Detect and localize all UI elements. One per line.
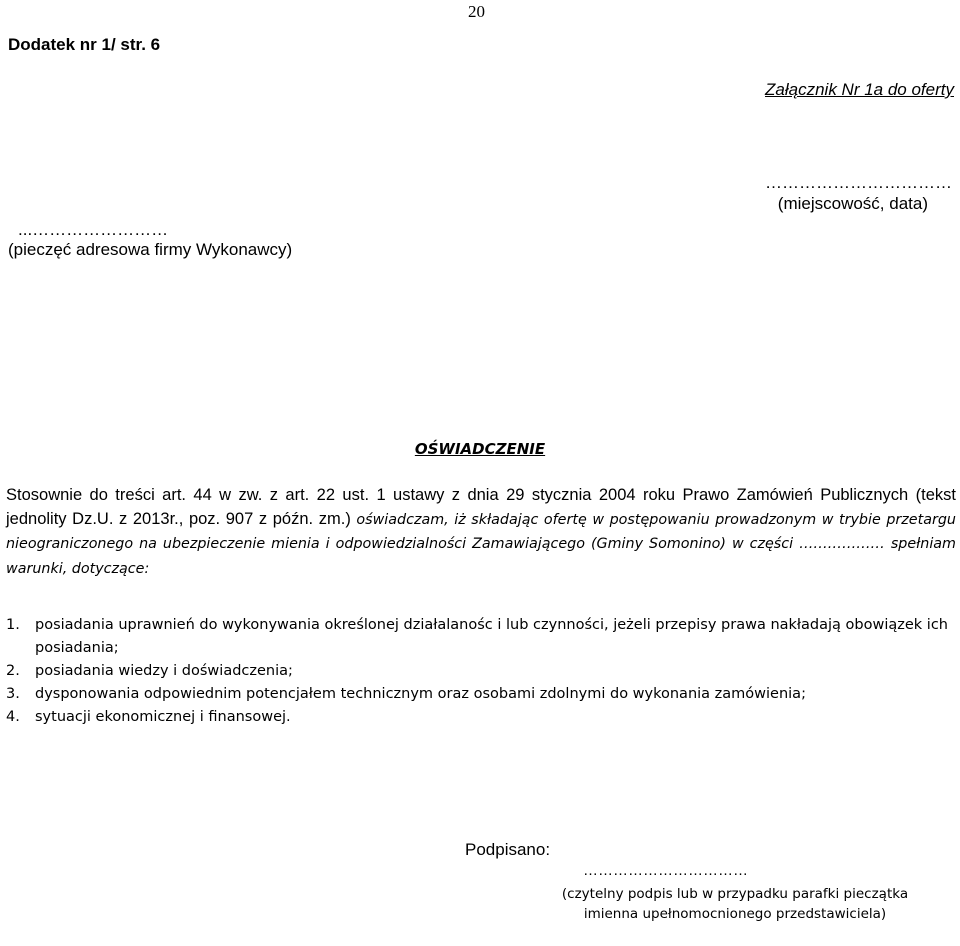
list-item: [6, 706, 958, 729]
list-item-number: 4.: [6, 709, 20, 725]
list-item: [6, 614, 958, 660]
signature-note: (czytelny podpis lub w przypadku parafki pieczątka imienna upełnomocnionego przedstawiciela): [561, 886, 909, 922]
attachment-label: Załącznik Nr 1a do oferty: [765, 80, 954, 99]
place-date-field: ……………………………: [765, 173, 952, 192]
declaration-text: oświadczam, iż składając ofertę w postępowaniu prowadzonym w trybie przetargu nieograniczonego na ubezpieczenie mienia i odpowiedzialności Zamawiającego (Gminy Somonino) w części: [6, 511, 956, 552]
list-item-text: posiadania uprawnień do wykonywania określonej działalanośc i lub czynności, jeżeli przepisy prawa nakładają obowiązek ich posiadania;: [35, 617, 948, 656]
signature-field: ……………………………: [583, 862, 748, 879]
list-item-text: sytuacji ekonomicznej i finansowej.: [35, 709, 291, 725]
signature-label: Podpisano:: [465, 840, 551, 859]
company-stamp-label: (pieczęć adresowa firmy Wykonawcy): [8, 240, 293, 259]
conditions-list: [6, 614, 958, 729]
list-item-number: 1.: [6, 617, 20, 633]
place-date-label: (miejscowość, data): [777, 194, 928, 213]
declaration-paragraph: [6, 484, 956, 581]
list-item-text: posiadania wiedzy i doświadczenia;: [35, 663, 293, 679]
company-stamp-field: ...……………………: [18, 220, 169, 239]
list-item-number: 3.: [6, 686, 20, 702]
declaration-ending: spełniam warunki, dotyczące:: [6, 536, 956, 577]
list-item-text: dysponowania odpowiednim potencjałem technicznym oraz osobami zdolnymi do wykonania zamówienia;: [35, 686, 806, 702]
page-number: 20: [468, 2, 485, 21]
document-title: OŚWIADCZENIE: [414, 440, 546, 458]
appendix-label: Dodatek nr 1/ str. 6: [8, 35, 161, 54]
list-item: [6, 683, 958, 706]
part-fill-field: ………………: [799, 536, 885, 552]
list-item-number: 2.: [6, 663, 20, 679]
legal-basis-text: Stosownie do treści art. 44 w zw. z art. 22 ust. 1 ustawy z dnia 29 stycznia 2004 roku Prawo Zamówień Publicznych (tekst jednolity Dz.U. z 2013r., poz. 907 z późn. zm.): [6, 486, 956, 528]
list-item: [6, 660, 958, 683]
